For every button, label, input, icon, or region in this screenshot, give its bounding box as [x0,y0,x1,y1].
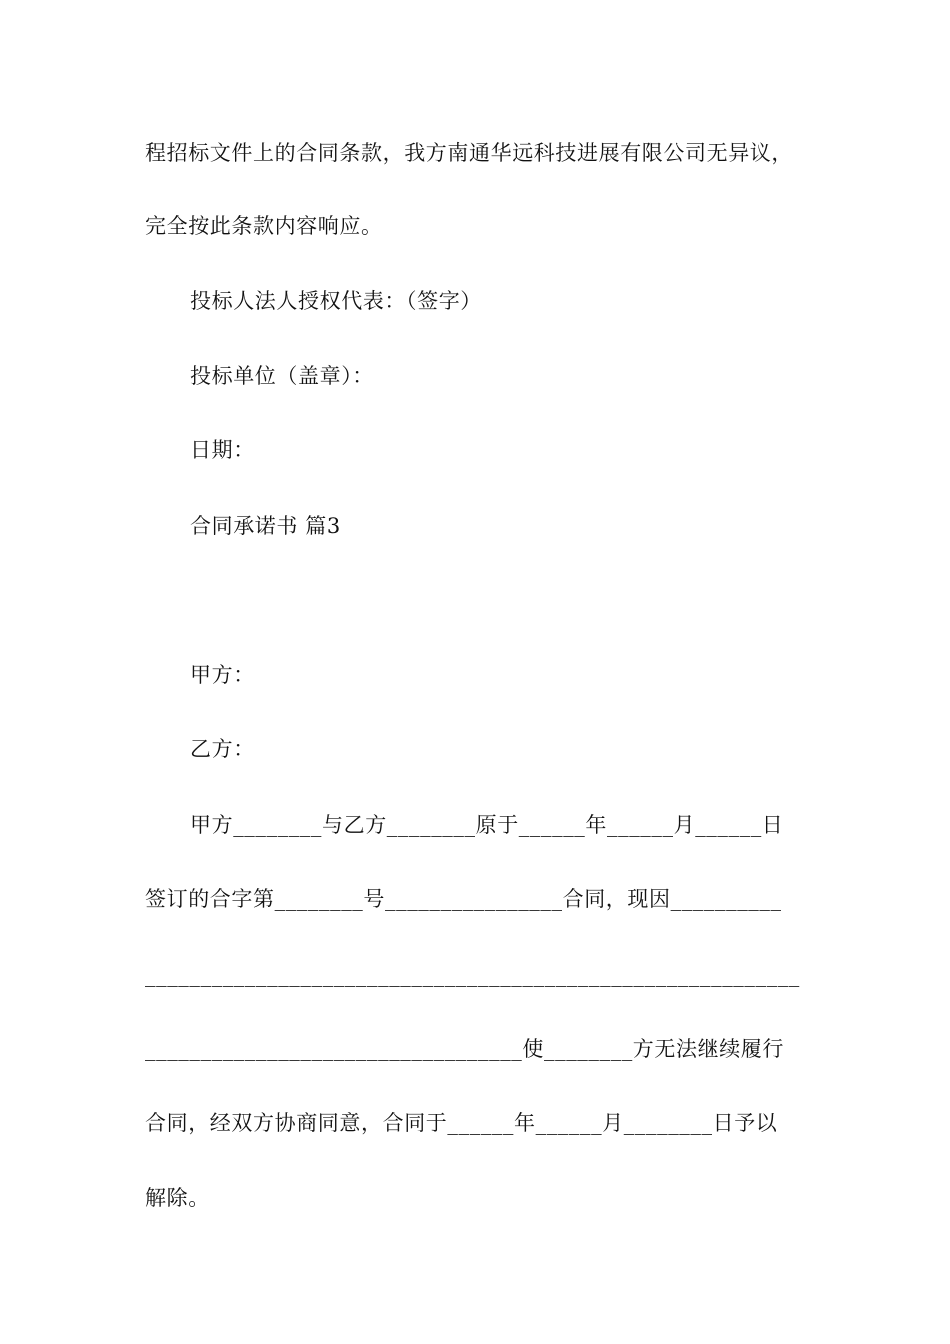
party-a-line: 甲方： [190,663,255,687]
paragraph-line: 完全按此条款内容响应。 [145,214,383,238]
agreement-line: 合同，经双方协商同意，合同于______年______月________日予以 [145,1111,778,1135]
date-line: 日期： [190,438,255,462]
signature-representative-line: 投标人法人授权代表：（签字） [190,289,482,313]
agreement-line: 解除。 [145,1186,210,1210]
agreement-line: 签订的合字第________号________________合同，现因__________ [145,887,782,911]
party-b-line: 乙方： [190,737,255,761]
bidder-seal-line: 投标单位（盖章）： [190,364,374,388]
paragraph-line: 程招标文件上的合同条款，我方南通华远科技进展有限公司无异议， [145,141,793,165]
agreement-line: ___________________________________________________________ [145,963,800,987]
section-heading: 合同承诺书 篇3 [190,514,341,538]
agreement-line: 甲方________与乙方________原于______年______月______日 [190,813,784,837]
agreement-line: __________________________________使________方无法继续履行 [145,1037,784,1061]
